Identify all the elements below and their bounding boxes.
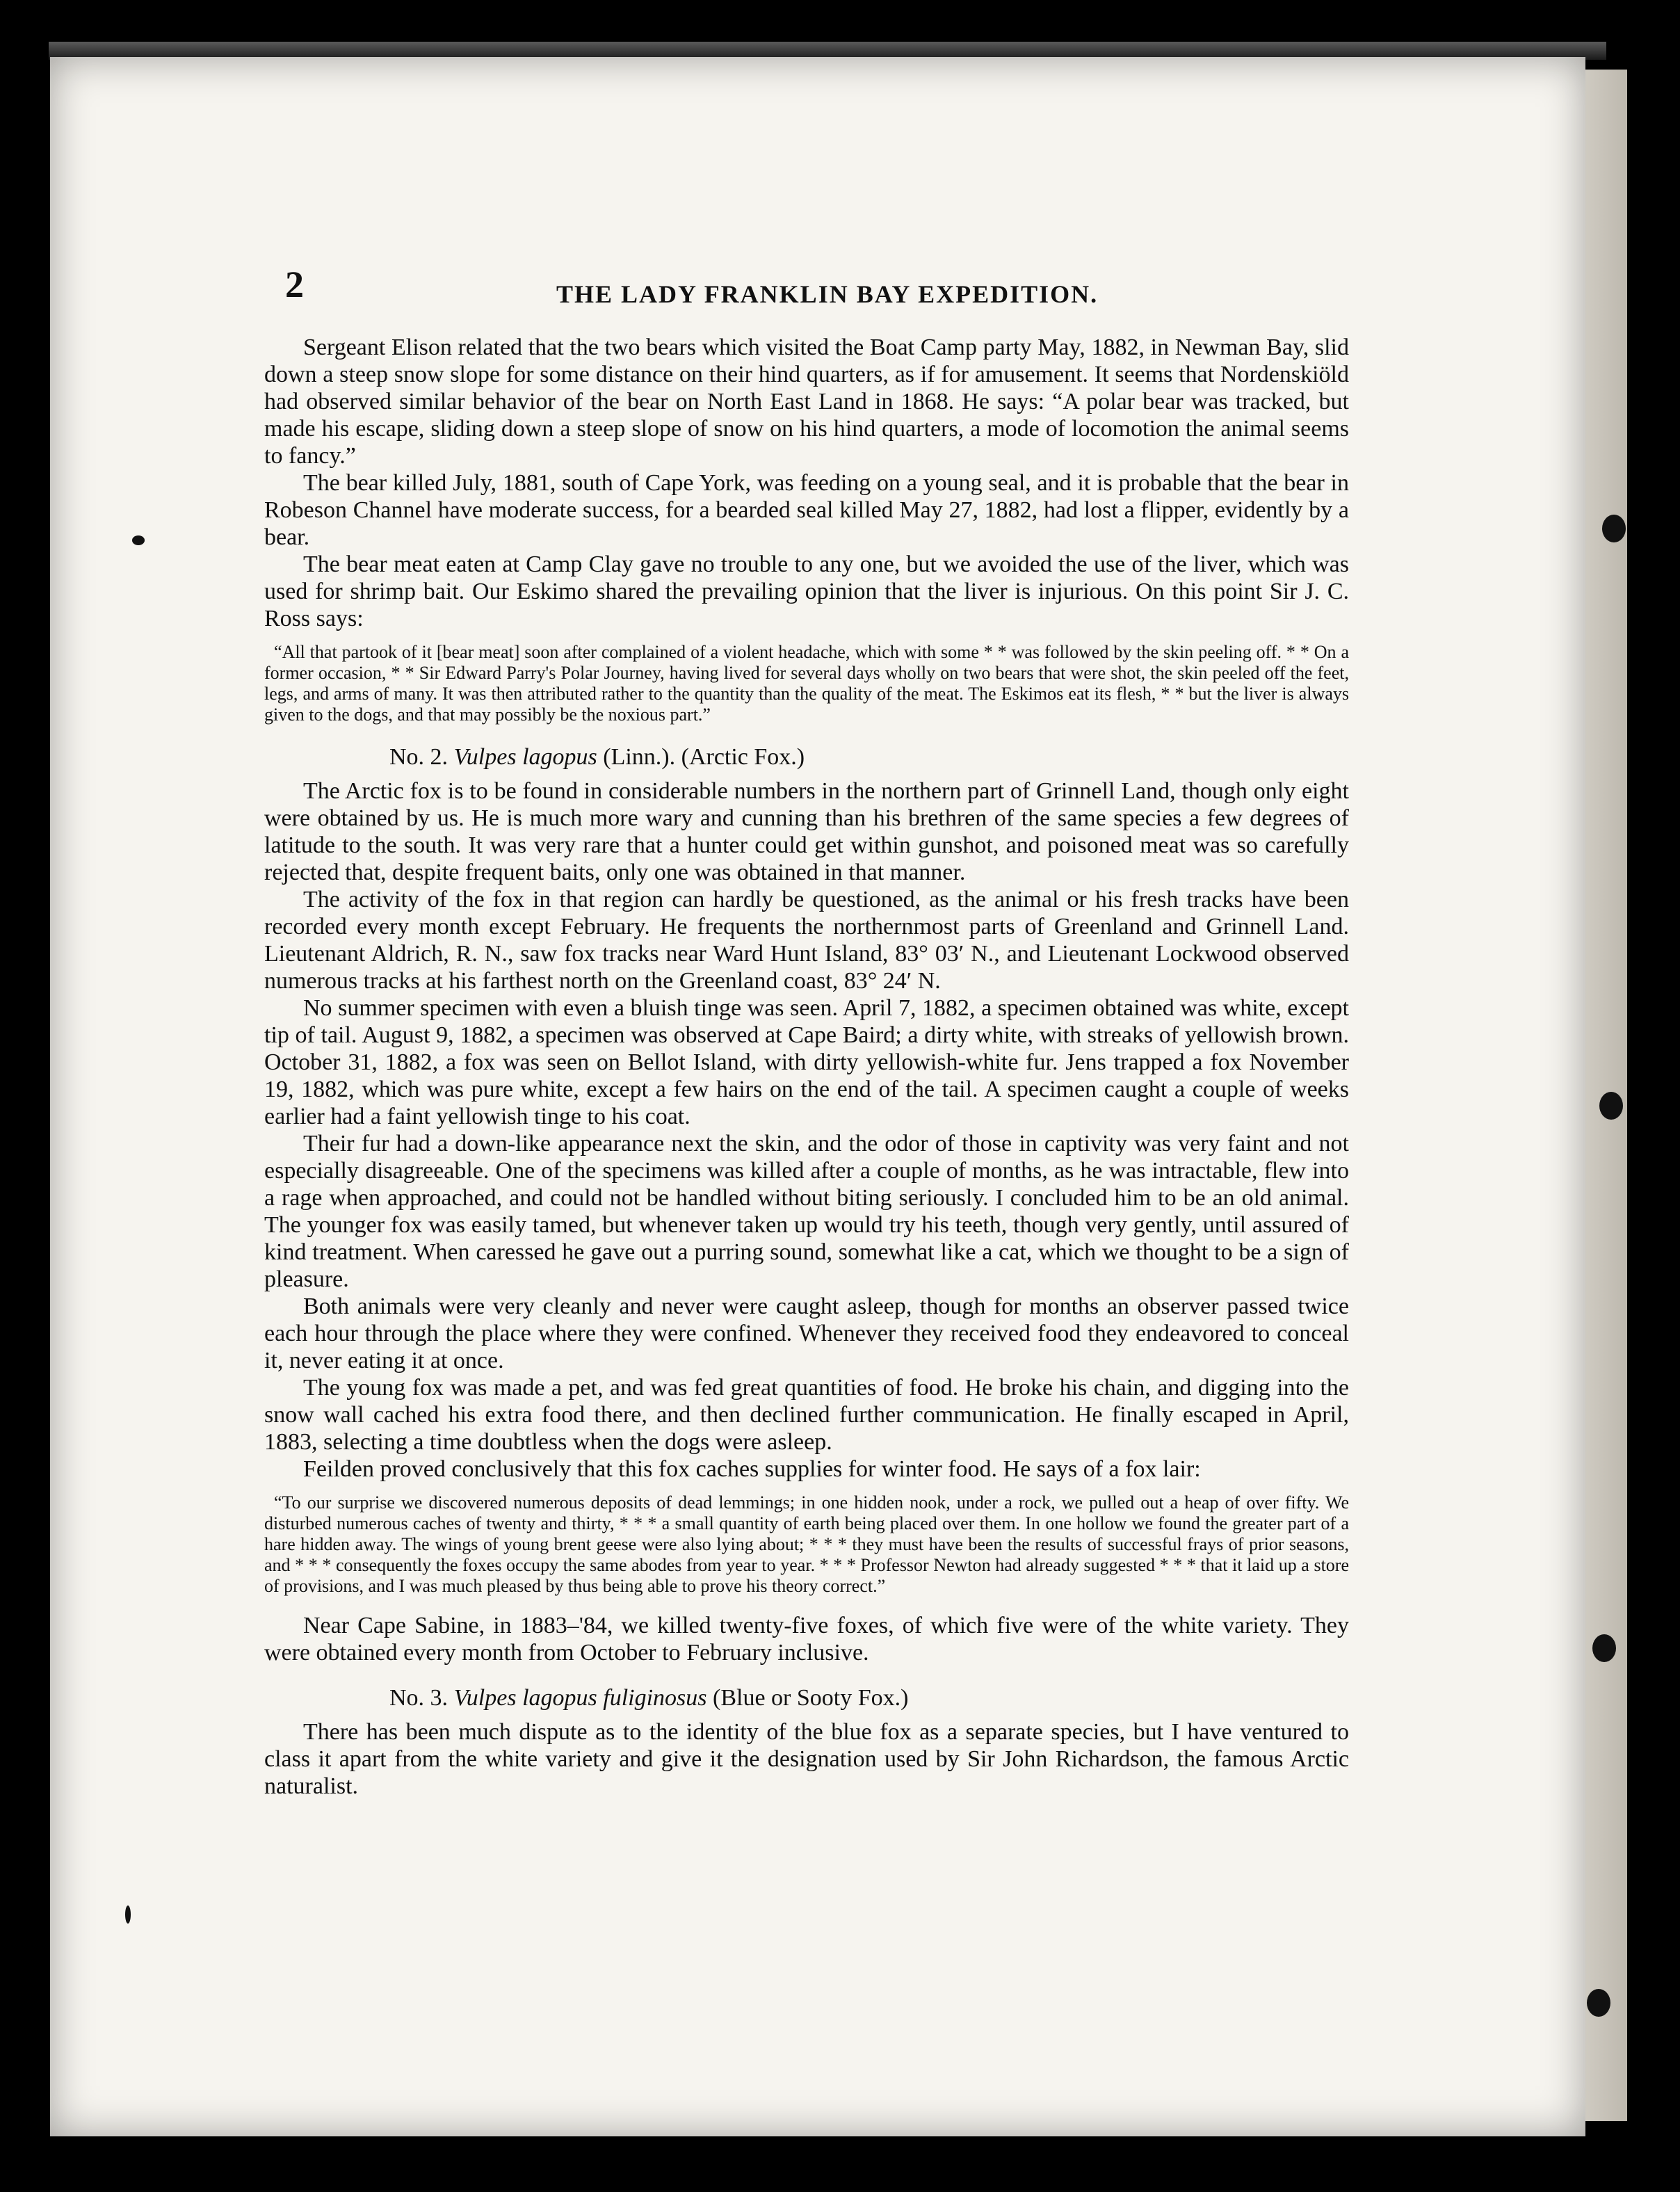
heading-latin-name: Vulpes lagopus [453,744,597,770]
paragraph: Both animals were very cleanly and never were caught asleep, though for months an observer passed twice each hour through the place where they were confined. Whenever they received food they endeavored to conceal it, never eating it at once. [264,1294,1349,1373]
paragraph: Their fur had a down-like appearance next the skin, and the odor of those in captivity was very faint and not especially disagreeable. One of the specimens was killed after a couple of months, as he was intractable, flew into a rage when approached, and could not be handled without biting seriously. I concluded him to be an old animal. The younger fox was easily tamed, but whenever taken up would try his teeth, though very gently, until assured of kind treatment. When caressed he gave out a purring sound, somewhat like a cat, which we thought to be a sign of pleasure. [264,1131,1349,1292]
heading-latin-name: Vulpes lagopus fuliginosus [453,1685,707,1711]
paragraph: No summer specimen with even a bluish tinge was seen. April 7, 1882, a specimen obtained was white, except tip of tail. August 9, 1882, a specimen was observed at Cape Baird; a dirty white, with streaks of yellowish brown. October 31, 1882, a fox was seen on Bellot Island, with dirty yellowish-white fur. Jens trapped a fox November 19, 1882, which was pure white, except a few hairs on the end of the tail. A specimen caught a couple of weeks earlier had a faint yellowish tinge to his coat. [264,995,1349,1129]
binding-hole [1587,1989,1610,2017]
running-title: THE LADY FRANKLIN BAY EXPEDITION. [556,280,1099,308]
binding-hole [1599,1092,1623,1120]
binding-hole [1592,1634,1616,1662]
paragraph: The Arctic fox is to be found in considerable numbers in the northern part of Grinnell Land, though only eight were obtained by us. He is much more wary and cunning than his brethren of the same species a few degrees of latitude to the south. It was very rare that a hunter could get within gunshot, and poisoned meat was so carefully rejected that, despite frequent baits, only one was obtained in that manner. [264,778,1349,885]
paragraph: The young fox was made a pet, and was fed great quantities of food. He broke his chain, and digging into the snow wall cached his extra food there, and then declined further communication. He finally escaped in April, 1883, selecting a time doubtless when the dogs were asleep. [264,1375,1349,1455]
heading-number: No. 2. [389,744,449,770]
section-heading [389,743,1349,771]
page-number: 2 [285,264,304,305]
section-heading [389,1684,1349,1711]
heading-number: No. 3. [389,1685,449,1711]
page-header [264,264,1349,320]
binding-hole [1602,515,1626,542]
heading-common-name: (Blue or Sooty Fox.) [713,1685,909,1711]
paragraph: There has been much dispute as to the identity of the blue fox as a separate species, but I have ventured to class it apart from the white variety and give it the designation used by Sir John Richardson, the famous Arctic naturalist. [264,1719,1349,1799]
paragraph: The bear killed July, 1881, south of Cape York, was feeding on a young seal, and it is probable that the bear in Robeson Channel have moderate success, for a bearded seal killed May 27, 1882, had lost a flipper, evidently by a bear. [264,470,1349,550]
block-quote: “All that partook of it [bear meat] soon after complained of a violent headache, which with some * * was followed by the skin peeling off. * * On a former occasion, * * Sir Edward Parry's Polar Journey, having lived for several days wholly on two bears that were shot, the skin peeled off the feet, legs, and arms of many. It was then attributed rather to the quantity than the quality of the meat. The Eskimos eat its flesh, * * but the liver is always given to the dogs, and that may possibly be the noxious part.” [264,642,1349,725]
page-content [264,264,1349,1800]
paragraph: Feilden proved conclusively that this fox caches supplies for winter food. He says of a fox lair: [303,1456,1201,1482]
heading-common-name: (Linn.). (Arctic Fox.) [603,744,805,770]
paragraph: Near Cape Sabine, in 1883–'84, we killed twenty-five foxes, of which five were of the white variety. They were obtained every month from October to February inclusive. [264,1613,1349,1666]
paragraph: The activity of the fox in that region can hardly be questioned, as the animal or his fresh tracks have been recorded every month except February. He frequents the northernmost parts of Greenland and Grinnell Land. Lieutenant Aldrich, R. N., saw fox tracks near Ward Hunt Island, 83° 03′ N., and Lieutenant Lockwood observed numerous tracks at his farthest north on the Greenland coast, 83° 24′ N. [264,887,1349,994]
block-quote: “To our surprise we discovered numerous deposits of dead lemmings; in one hidden nook, under a rock, we pulled out a heap of over fifty. We disturbed numerous caches of twenty and thirty, * * * a small quantity of earth being placed over them. In one hollow we found the greater part of a hare hidden away. The wings of young brent geese were also lying about; * * * they must have been the results of successful frays of prior seasons, and * * * consequently the foxes occupy the same abodes from year to year. * * * Professor Newton had already suggested * * * that it laid up a store of provisions, and I was much pleased by thus being able to prove his theory correct.” [264,1492,1349,1596]
paragraph: Sergeant Elison related that the two bears which visited the Boat Camp party May, 1882, in Newman Bay, slid down a steep snow slope for some distance on their hind quarters, as if for amusement. It seems that Nordenskiöld had observed similar behavior of the bear on North East Land in 1868. He says: “A polar bear was tracked, but made his escape, sliding down a steep slope of snow on his hind quarters, a mode of locomotion the animal seems to fancy.” [264,335,1349,469]
paragraph: The bear meat eaten at Camp Clay gave no trouble to any one, but we avoided the use of the liver, which was used for shrimp bait. Our Eskimo shared the prevailing opinion that the liver is injurious. On this point Sir J. C. Ross says: [264,551,1349,631]
scan-speck [132,535,145,545]
scan-speck [125,1905,131,1924]
